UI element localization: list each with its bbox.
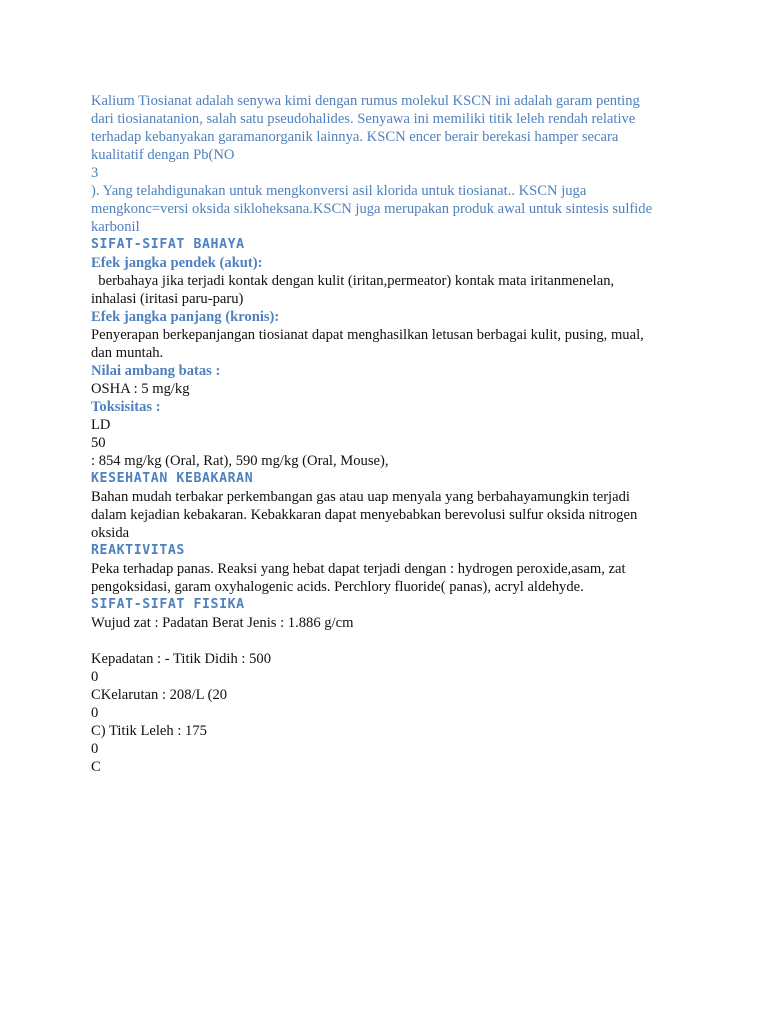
section-title-fisika: SIFAT-SIFAT FISIKA <box>91 597 245 612</box>
intro-line: karbonil <box>91 219 140 235</box>
text-line: C <box>91 759 101 775</box>
paragraph-kebakaran <box>91 488 708 542</box>
text-line: 0 <box>91 669 99 685</box>
text-line: 0 <box>91 741 99 757</box>
text-line: inhalasi (iritasi paru-paru) <box>91 291 244 307</box>
intro-line: ). Yang telahdigunakan untuk mengkonversi asil klorida untuk tiosianat.. KSCN juga <box>91 183 587 199</box>
intro-line: kualitatif dengan Pb(NO <box>91 147 235 163</box>
paragraph-fisika <box>91 614 708 776</box>
paragraph-efek-pendek <box>91 272 708 308</box>
text-line: Penyerapan berkepanjangan tiosianat dapat menghasilkan letusan berbagai kulit, pusing, mual, <box>91 327 644 343</box>
intro-line: mengkonc=versi oksida sikloheksana.KSCN juga merupakan produk awal untuk sintesis sulfide <box>91 201 653 217</box>
subtitle-nilai-ambang: Nilai ambang batas : <box>91 363 221 379</box>
section-title-reaktivitas: REAKTIVITAS <box>91 543 185 558</box>
text-line: Bahan mudah terbakar perkembangan gas atau uap menyala yang berbahayamungkin terjadi <box>91 489 630 505</box>
text-line: Kepadatan : - Titik Didih : 500 <box>91 651 271 667</box>
text-line: LD <box>91 417 111 433</box>
text-line: C) Titik Leleh : 175 <box>91 723 207 739</box>
text-line: 50 <box>91 435 106 451</box>
subtitle-efek-pendek: Efek jangka pendek (akut): <box>91 255 263 271</box>
subtitle-toksisitas: Toksisitas : <box>91 399 161 415</box>
text-line: dan muntah. <box>91 345 164 361</box>
section-title-bahaya: SIFAT-SIFAT BAHAYA <box>91 237 245 252</box>
text-line: 0 <box>91 705 99 721</box>
intro-line: terhadap kebanyakan garamanorganik lainnya. KSCN encer berair berekasi hamper secara <box>91 129 619 145</box>
text-line: CKelarutan : 208/L (20 <box>91 687 228 703</box>
text-line: OSHA : 5 mg/kg <box>91 381 190 397</box>
subtitle-efek-panjang: Efek jangka panjang (kronis): <box>91 309 280 325</box>
intro-paragraph <box>91 92 708 236</box>
intro-line: Kalium Tiosianat adalah senywa kimi dengan rumus molekul KSCN ini adalah garam penting <box>91 93 640 109</box>
intro-line: dari tiosianatanion, salah satu pseudohalides. Senyawa ini memiliki titik leleh rendah relative <box>91 111 636 127</box>
paragraph-nilai-ambang <box>91 380 708 398</box>
blank-line <box>91 632 708 650</box>
text-line: oksida <box>91 525 130 541</box>
text-line: Peka terhadap panas. Reaksi yang hebat dapat terjadi dengan : hydrogen peroxide,asam, zat <box>91 561 626 577</box>
text-line: dalam kejadian kebakaran. Kebakkaran dapat menyebabkan berevolusi sulfur oksida nitrogen <box>91 507 638 523</box>
paragraph-reaktivitas <box>91 560 708 596</box>
paragraph-efek-panjang <box>91 326 708 362</box>
text-line: berbahaya jika terjadi kontak dengan kulit (iritan,permeator) kontak mata iritanmenelan, <box>91 273 615 289</box>
section-title-kebakaran: KESEHATAN KEBAKARAN <box>91 471 254 486</box>
text-line: Wujud zat : Padatan Berat Jenis : 1.886 g/cm <box>91 615 354 631</box>
text-line: : 854 mg/kg (Oral, Rat), 590 mg/kg (Oral, Mouse), <box>91 453 389 469</box>
paragraph-toksisitas <box>91 416 708 470</box>
text-line: pengoksidasi, garam oxyhalogenic acids. Perchlory fluoride( panas), acryl aldehyde. <box>91 579 584 595</box>
intro-line: 3 <box>91 165 99 181</box>
